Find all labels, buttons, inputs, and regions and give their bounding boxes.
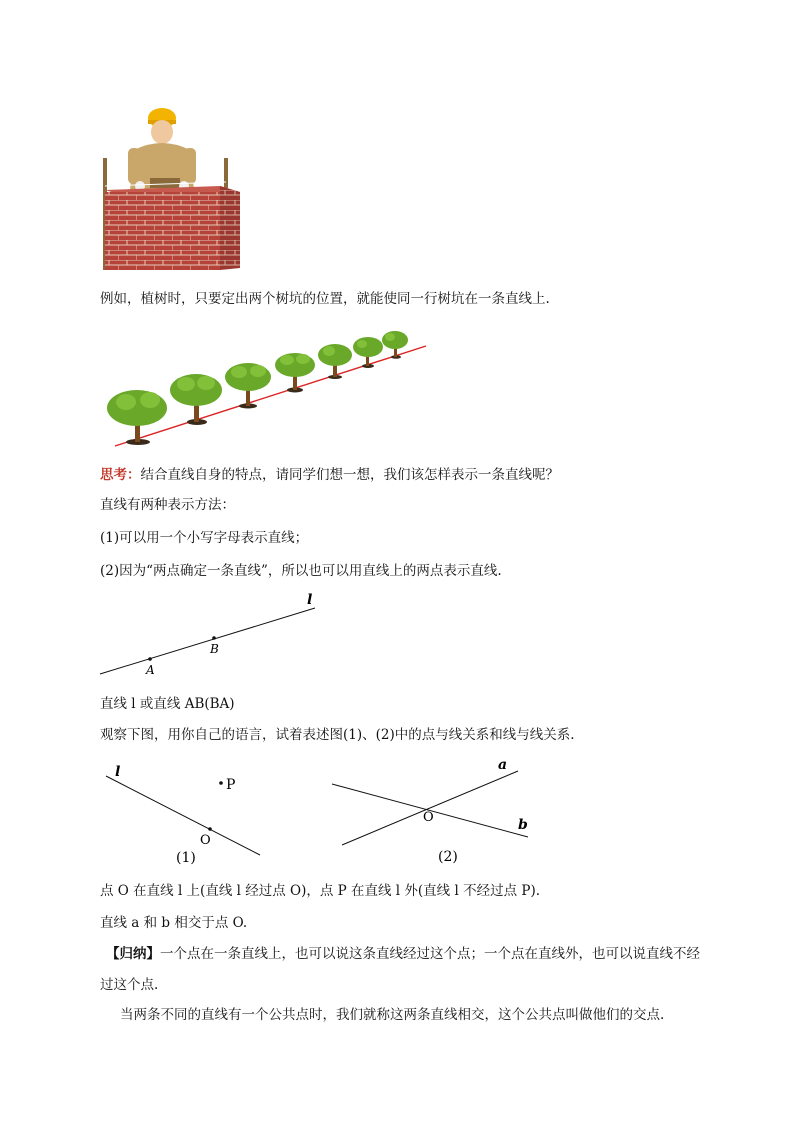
line-a-label: a xyxy=(498,757,508,773)
observe-instruction: 观察下图，用你自己的语言，试着表述图(1)、(2)中的点与线关系和线与线关系. xyxy=(100,727,575,743)
summary-line-1 xyxy=(106,945,700,963)
definition-intersection: 当两条不同的直线有一个公共点时，我们就称这两条直线相交，这个公共点叫做他们的交点. xyxy=(120,1007,665,1023)
point-o-dot xyxy=(208,827,212,831)
intersection-statement: 直线 a 和 b 相交于点 O. xyxy=(100,915,248,931)
tree-icon xyxy=(225,363,271,409)
tree-icon xyxy=(382,331,408,359)
figure-1-caption: (1) xyxy=(176,850,196,866)
tree-icon xyxy=(275,353,315,393)
line-ab-figure xyxy=(100,590,330,680)
line-b-label: b xyxy=(518,817,528,833)
method-2: (2)因为“两点确定一条直线”，所以也可以用直线上的两点表示直线. xyxy=(100,563,502,579)
point-p-label: P xyxy=(226,777,236,793)
line-name-caption: 直线 l 或直线 AB(BA) xyxy=(100,696,235,712)
tree-icon xyxy=(107,390,167,445)
point-p-dot xyxy=(219,781,223,785)
point-a-dot xyxy=(148,657,152,661)
point-o-label: O xyxy=(423,810,434,825)
line-l-label: l xyxy=(307,592,313,608)
figure-2 xyxy=(330,755,540,870)
think-label: 思考： xyxy=(100,467,141,483)
think-text: 结合直线自身的特点，请同学们想一想，我们该怎样表示一条直线呢？ xyxy=(140,467,559,483)
tree-example-sentence: 例如，植树时，只要定出两个树坑的位置，就能使同一行树坑在一条直线上. xyxy=(100,291,550,307)
tree-icon xyxy=(170,374,222,425)
method-1: (1)可以用一个小写字母表示直线； xyxy=(100,530,309,546)
point-line-relation: 点 O 在直线 l 上(直线 l 经过点 O)，点 P 在直线 l 外(直线 l 不经过点 P). xyxy=(100,883,541,899)
figure-1 xyxy=(100,760,270,870)
tree-icon xyxy=(318,344,352,379)
point-a-label: A xyxy=(146,663,155,677)
figure-2-caption: (2) xyxy=(438,849,458,865)
summary-label: 【归纳】 xyxy=(106,946,160,962)
think-question xyxy=(100,466,559,484)
point-o-label: O xyxy=(200,833,211,848)
summary-line-2: 过这个点. xyxy=(100,977,159,993)
point-b-dot xyxy=(212,636,216,640)
summary-text-1: 一个点在一条直线上，也可以说这条直线经过这个点；一个点在直线外，也可以说直线不经 xyxy=(160,946,700,962)
line-l-label: l xyxy=(115,764,121,780)
tree-row-illustration xyxy=(100,330,430,450)
two-methods-heading: 直线有两种表示方法： xyxy=(100,497,235,513)
worker-brick-wall-illustration xyxy=(100,100,245,272)
point-b-label: B xyxy=(210,642,219,656)
tree-icon xyxy=(353,337,383,368)
